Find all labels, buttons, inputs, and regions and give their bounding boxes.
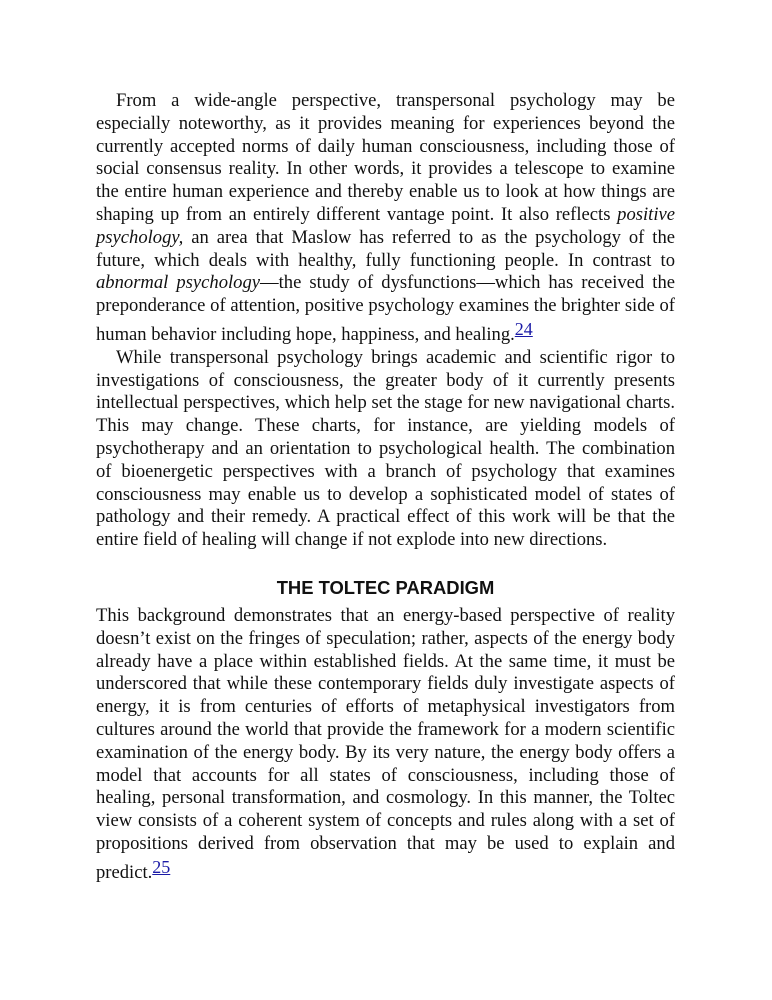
footnote-link-25[interactable]: 25 (152, 856, 171, 877)
paragraph-text: an area that Maslow has referred to as the psychology of the future, which deals with healthy, fully functioning people. In contrast to (96, 226, 675, 271)
paragraph-text: From a wide-angle perspective, transpersonal psychology may be especially noteworthy, as it provides meaning for experiences beyond the currently accepted norms of daily human consciousness, including those of social consensus reality. In other words, it provides a telescope to examine the entire human experience and thereby enable us to look at how things are shaping up from an entirely different vantage point. It also reflects (96, 90, 675, 225)
paragraph-text: —the study of dysfunctions—which has received the preponderance of attention, positive psychology examines the brighter side of human behavior including hope, happiness, and healing. (96, 272, 676, 345)
paragraph-toltec-paradigm (96, 605, 675, 885)
page-body (96, 90, 675, 885)
paragraph-positive-psychology (96, 90, 675, 347)
section-heading: THE TOLTEC PARADIGM (276, 576, 495, 598)
italic-term-positive-psychology: positive psychology, (96, 203, 675, 248)
italic-term-abnormal-psychology: abnormal psychology (96, 272, 261, 294)
paragraph-text: This background demonstrates that an energy-based perspective of reality doesn’t exist on the fringes of speculation; rather, aspects of the energy body already have a place within established fields. At the same time, it must be underscored that while these contemporary fields duly investigate aspects of energy, it is from centuries of efforts of metaphysical investigators from cultures around the world that provide the framework for a modern scientific examination of the energy body. By its very nature, the energy body offers a model that accounts for all states of consciousness, including those of healing, personal transformation, and cosmology. In this manner, the Toltec view consists of a coherent system of concepts and rules along with a set of propositions derived from observation that may be used to explain and predict. (96, 604, 675, 883)
paragraph-transpersonal-rigor: While transpersonal psychology brings academic and scientific rigor to investigations of consciousness, the greater body of it currently presents intellectual perspectives, which help set the stage for new navigational charts. This may change. These charts, for instance, are yielding models of psychotherapy and an orientation to psychological health. The combination of bioenergetic perspectives with a branch of psychology that examines consciousness may enable us to develop a sophisticated model of states of pathology and their remedy. A practical effect of this work will be that the entire field of healing will change if not explode into new directions. (96, 346, 675, 551)
footnote-link-24[interactable]: 24 (514, 318, 533, 339)
